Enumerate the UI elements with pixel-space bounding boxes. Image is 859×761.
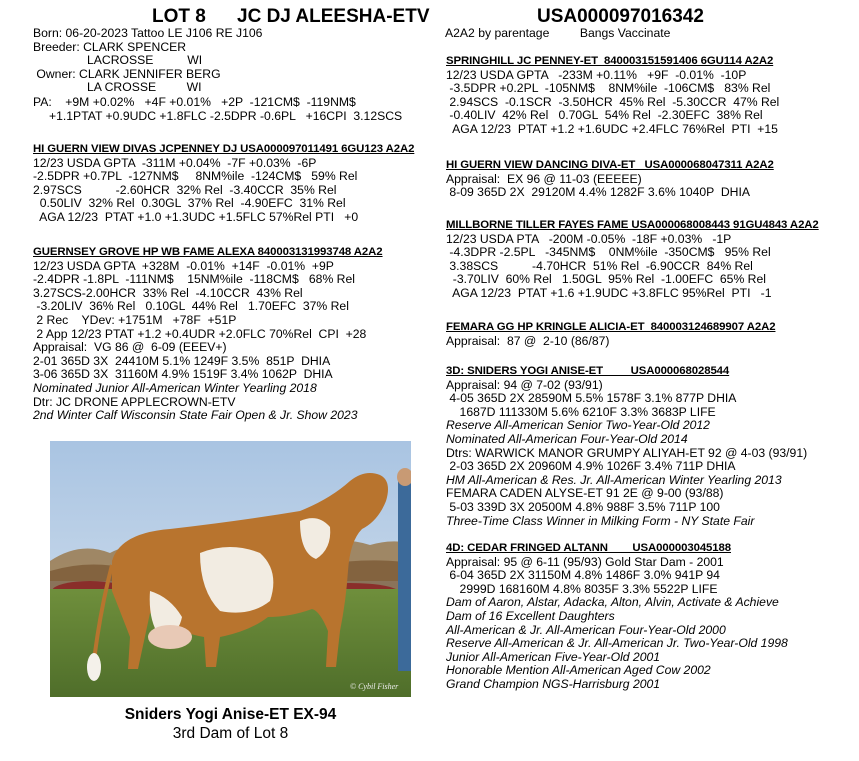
sire-line: 2.97SCS -2.60HCR 32% Rel -3.40CCR 35% Rel: [33, 182, 337, 197]
sire-line: -2.5DPR +0.7PL -127NM$ 8NM%ile -124CM$ 59% Rel: [33, 169, 358, 184]
cow-photo-illustration: [50, 441, 411, 697]
dam-award: Nominated Junior All-American Winter Yearling 2018: [33, 380, 317, 395]
fourth-dam-award: Reserve All-American & Jr. All-American Jr. Two-Year-Old 1998: [446, 636, 788, 651]
sire-of-dam-line: -3.70LIV 60% Rel 1.50GL 95% Rel -1.00EFC 65% Rel: [446, 272, 766, 287]
fourth-dam-line: 6-04 365D 2X 31150M 4.8% 1486F 3.0% 941P 94: [446, 568, 720, 583]
fourth-dam-award: All-American & Jr. All-American Four-Year-Old 2000: [446, 622, 726, 637]
sire-of-sire-line: AGA 12/23 PTAT +1.2 +1.6UDC +2.4FLC 76%Rel PTI +15: [446, 121, 778, 136]
dam-of-sire-line: 8-09 365D 2X 29120M 4.4% 1282F 3.6% 1040P DHIA: [446, 185, 750, 200]
fourth-dam-award: Junior All-American Five-Year-Old 2001: [446, 649, 661, 664]
third-dam-header: 3D: SNIDERS YOGI ANISE-ET USA000068028544: [446, 365, 730, 377]
sire-header: HI GUERN VIEW DIVAS JCPENNEY DJ USA000097011491 6GU123 A2A2: [33, 143, 415, 155]
sire-of-sire-line: -0.40LIV 42% Rel 0.70GL 54% Rel -2.30EFC 38% Rel: [446, 108, 763, 123]
sire-of-sire-line: 2.94SCS -0.1SCR -3.50HCR 45% Rel -5.30CCR 47% Rel: [446, 94, 780, 109]
third-dam-line: 1687D 111330M 5.6% 6210F 3.3% 3683P LIFE: [446, 404, 716, 419]
fourth-dam-section: [446, 542, 788, 692]
third-dam-line: Appraisal: 94 @ 7-02 (93/91): [446, 377, 603, 392]
third-dam-award: Nominated All-American Four-Year-Old 2014: [446, 431, 688, 446]
sire-of-dam-line: -4.3DPR -2.5PL -345NM$ 0NM%ile -350CM$ 95% Rel: [446, 245, 771, 260]
fourth-dam-award: Honorable Mention All-American Aged Cow 2002: [446, 663, 711, 678]
dam-line: -3.20LIV 36% Rel 0.10GL 44% Rel 1.70EFC 37% Rel: [33, 299, 349, 314]
a2a2-line: A2A2 by parentage Bangs Vaccinate: [445, 26, 671, 40]
sire-of-dam-line: 12/23 USDA PTA -200M -0.05% -18F +0.03% -1P: [446, 231, 732, 246]
owner-location: LA CROSSE WI: [87, 80, 202, 95]
dam-line: 2-01 365D 3X 24410M 5.1% 1249F 3.5% 851P DHIA: [33, 353, 331, 368]
sire-section: [33, 143, 414, 225]
sire-of-dam-line: 3.38SCS -4.70HCR 51% Rel -6.90CCR 84% Rel: [446, 258, 753, 273]
owner-line: Owner: CLARK JENNIFER BERG: [33, 66, 221, 81]
dam-line: 2 App 12/23 PTAT +1.2 +0.4UDR +2.0FLC 70%Rel CPI +28: [33, 326, 367, 341]
photo-watermark: © Cybil Fisher: [350, 682, 399, 691]
pa-line-2: +1.1PTAT +0.9UDC +1.8FLC -2.5DPR -0.6PL +16CPI 3.12SCS: [49, 108, 403, 123]
animal-name: JC DJ ALEESHA-ETV: [237, 6, 430, 27]
photo-caption-name: Sniders Yogi Anise-ET EX-94: [124, 706, 337, 723]
pa-line: PA: +9M +0.02% +4F +0.01% +2P -121CM$ -119NM$: [33, 94, 356, 109]
dam-line: 3.27SCS-2.00HCR 33% Rel -4.10CCR 43% Rel: [33, 285, 303, 300]
fourth-dam-header: 4D: CEDAR FRINGED ALTANN USA000003045188: [446, 542, 731, 554]
third-dam-line: 5-03 339D 3X 20500M 4.8% 988F 3.5% 711P 100: [446, 499, 720, 514]
granddam-header: FEMARA GG HP KRINGLE ALICIA-ET 840003124689907 A2A2: [446, 321, 776, 333]
third-dam-line: 2-03 365D 2X 20960M 4.9% 1026F 3.4% 711P DHIA: [446, 459, 736, 474]
third-dam-section: [446, 365, 807, 528]
registration-number: USA000097016342: [537, 6, 704, 27]
cow-photo: [50, 441, 411, 697]
dam-header: GUERNSEY GROVE HP WB FAME ALEXA 840003131993748 A2A2: [33, 246, 383, 258]
third-dam-award: Three-Time Class Winner in Milking Form - NY State Fair: [446, 513, 755, 528]
dam-line: -2.4DPR -1.8PL -111NM$ 15NM%ile -118CM$ 68% Rel: [33, 272, 355, 287]
sire-of-dam-line: AGA 12/23 PTAT +1.6 +1.9UDC +3.8FLC 95%Rel PTI -1: [446, 285, 772, 300]
sire-of-sire-header: SPRINGHILL JC PENNEY-ET 840003151591406 6GU114 A2A2: [446, 55, 774, 67]
fourth-dam-award: Grand Champion NGS-Harrisburg 2001: [446, 676, 661, 691]
breeder-line: Breeder: CLARK SPENCER: [33, 39, 187, 54]
sire-of-sire-line: -3.5DPR +0.2PL -105NM$ 8NM%ile -106CM$ 83% Rel: [446, 81, 771, 96]
sire-line: AGA 12/23 PTAT +1.0 +1.3UDC +1.5FLC 57%Rel PTI +0: [33, 209, 359, 224]
born-line: Born: 06-20-2023 Tattoo LE J106 RE J106: [33, 26, 263, 40]
dam-of-sire-section: [446, 159, 774, 200]
fourth-dam-award: Dam of Aaron, Alstar, Adacka, Alton, Alvin, Activate & Achieve: [446, 595, 779, 610]
third-dam-line: 4-05 365D 2X 28590M 5.5% 1578F 3.1% 877P DHIA: [446, 391, 737, 406]
third-dam-award: Reserve All-American Senior Two-Year-Old 2012: [446, 418, 710, 433]
granddam-section: [446, 321, 775, 348]
dam-line: Appraisal: VG 86 @ 6-09 (EEEV+): [33, 340, 227, 355]
dam-line: 2 Rec YDev: +1751M +78F +51P: [33, 312, 237, 327]
dam-award: 2nd Winter Calf Wisconsin State Fair Open & Jr. Show 2023: [33, 408, 358, 423]
third-dam-line: Dtrs: WARWICK MANOR GRUMPY ALIYAH-ET 92 @ 4-03 (93/91): [446, 445, 808, 460]
fourth-dam-award: Dam of 16 Excellent Daughters: [446, 608, 615, 623]
dam-daughter: Dtr: JC DRONE APPLECROWN-ETV: [33, 394, 236, 409]
granddam-line: Appraisal: 87 @ 2-10 (86/87): [446, 333, 610, 348]
third-dam-award: HM All-American & Res. Jr. All-American Winter Yearling 2013: [446, 472, 782, 487]
dam-of-sire-header: HI GUERN VIEW DANCING DIVA-ET USA000068047311 A2A2: [446, 159, 774, 171]
fourth-dam-line: Appraisal: 95 @ 6-11 (95/93) Gold Star Dam - 2001: [446, 554, 724, 569]
third-dam-line: FEMARA CADEN ALYSE-ET 91 2E @ 9-00 (93/88): [446, 486, 724, 501]
photo-caption-sub: 3rd Dam of Lot 8: [172, 725, 289, 742]
sire-line: 12/23 USDA GPTA -311M +0.04% -7F +0.03% -6P: [33, 155, 317, 170]
sire-of-dam-header: MILLBORNE TILLER FAYES FAME USA000068008443 91GU4843 A2A2: [446, 219, 819, 231]
sire-of-dam-section: [446, 219, 819, 301]
lot-number: LOT 8: [152, 6, 206, 27]
dam-line: 12/23 USDA GPTA +328M -0.01% +14F -0.01% +9P: [33, 258, 334, 273]
dam-of-sire-line: Appraisal: EX 96 @ 11-03 (EEEEE): [446, 171, 642, 186]
fourth-dam-line: 2999D 168160M 4.8% 8035F 3.3% 5522P LIFE: [446, 581, 718, 596]
sire-line: 0.50LIV 32% Rel 0.30GL 37% Rel -4.90EFC 31% Rel: [33, 196, 346, 211]
sire-of-sire-line: 12/23 USDA GPTA -233M +0.11% +9F -0.01% -10P: [446, 67, 747, 82]
breeder-location: LACROSSE WI: [87, 53, 203, 68]
sire-of-sire-section: [446, 55, 779, 137]
left-top-info: [33, 27, 402, 123]
dam-section: [33, 246, 383, 423]
dam-line: 3-06 365D 3X 31160M 4.9% 1519F 3.4% 1062P DHIA: [33, 367, 333, 382]
